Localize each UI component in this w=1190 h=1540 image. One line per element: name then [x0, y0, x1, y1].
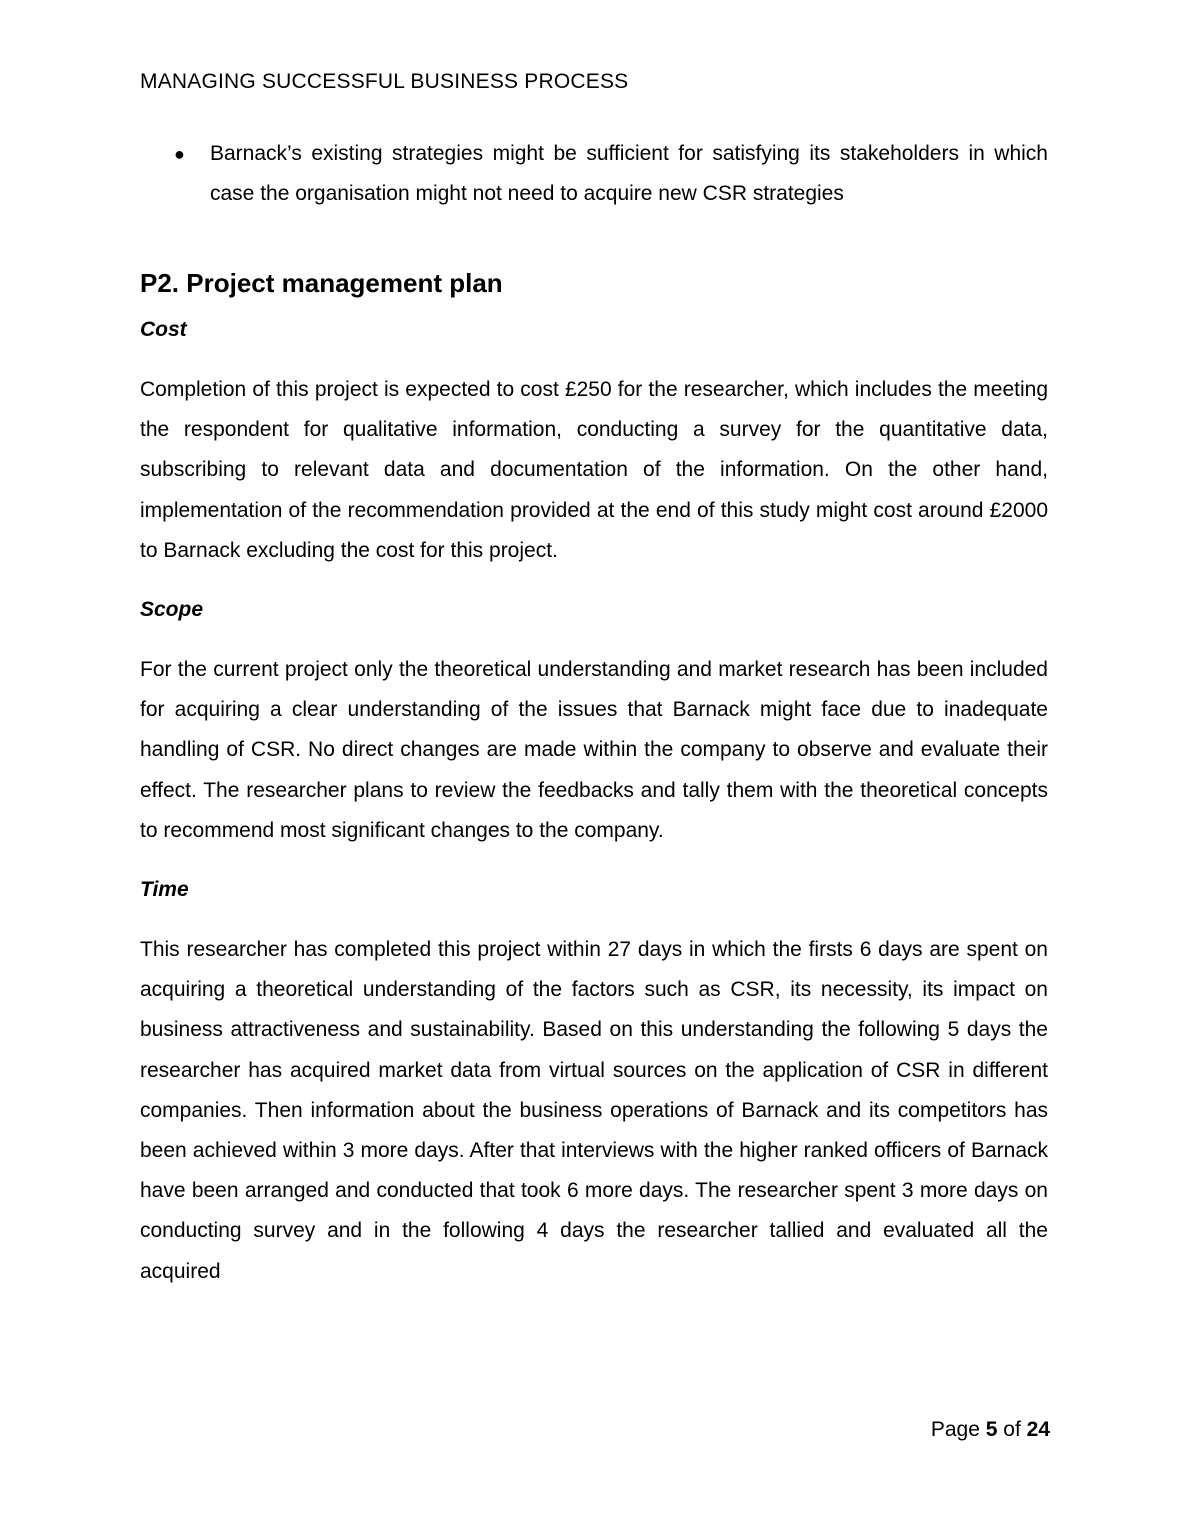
cost-paragraph: Completion of this project is expected to cost £250 for the researcher, which includes the meeting the respondent for qualitative information, conducting a survey for the quantitative data, subscribing to relevant data and documentation of the information. On the other hand, implementation of the recommendation provided at the end of this study might cost around £2000 to Barnack excluding the cost for this project.: [140, 378, 1048, 562]
time-paragraph: This researcher has completed this project within 27 days in which the firsts 6 days are spent on acquiring a theoretical understanding of the factors such as CSR, its necessity, its impact on business attractiveness and sustainability. Based on this understanding the following 5 days the researcher has acquired market data from virtual sources on the application of CSR in different companies. Then information about the business operations of Barnack and its competitors has been achieved within 3 more days. After that interviews with the higher ranked officers of Barnack have been arranged and conducted that took 6 more days. The researcher spent 3 more days on conducting survey and in the following 4 days the researcher tallied and evaluated all the acquired: [140, 938, 1048, 1283]
cost-subheading: Cost: [140, 318, 187, 341]
bullet-icon: ●: [174, 144, 185, 164]
time-subheading: Time: [140, 878, 189, 902]
scope-subheading: Scope: [140, 598, 204, 622]
page-body: [140, 134, 1048, 1292]
of-label: of: [1003, 1418, 1021, 1441]
list-item: [140, 134, 1048, 214]
bullet-text: Barnack’s existing strategies might be sufficient for satisfying its stakeholders in which case the organisation might not need to acquire new CSR strategies: [210, 142, 1048, 205]
running-header: MANAGING SUCCESSFUL BUSINESS PROCESS: [140, 70, 629, 93]
bullet-list: [140, 134, 1048, 214]
current-page: 5: [985, 1418, 998, 1441]
scope-paragraph: For the current project only the theoretical understanding and market research has been included for acquiring a clear understanding of the issues that Barnack might face due to inadequate handling of CSR. No direct changes are made within the company to observe and evaluate their effect. The researcher plans to review the feedbacks and tally them with the theoretical concepts to recommend most significant changes to the company.: [140, 658, 1048, 842]
total-pages: 24: [1026, 1418, 1050, 1441]
page-number: [931, 1418, 1050, 1442]
page-label: Page: [930, 1418, 980, 1441]
section-heading: P2. Project management plan: [140, 268, 503, 298]
